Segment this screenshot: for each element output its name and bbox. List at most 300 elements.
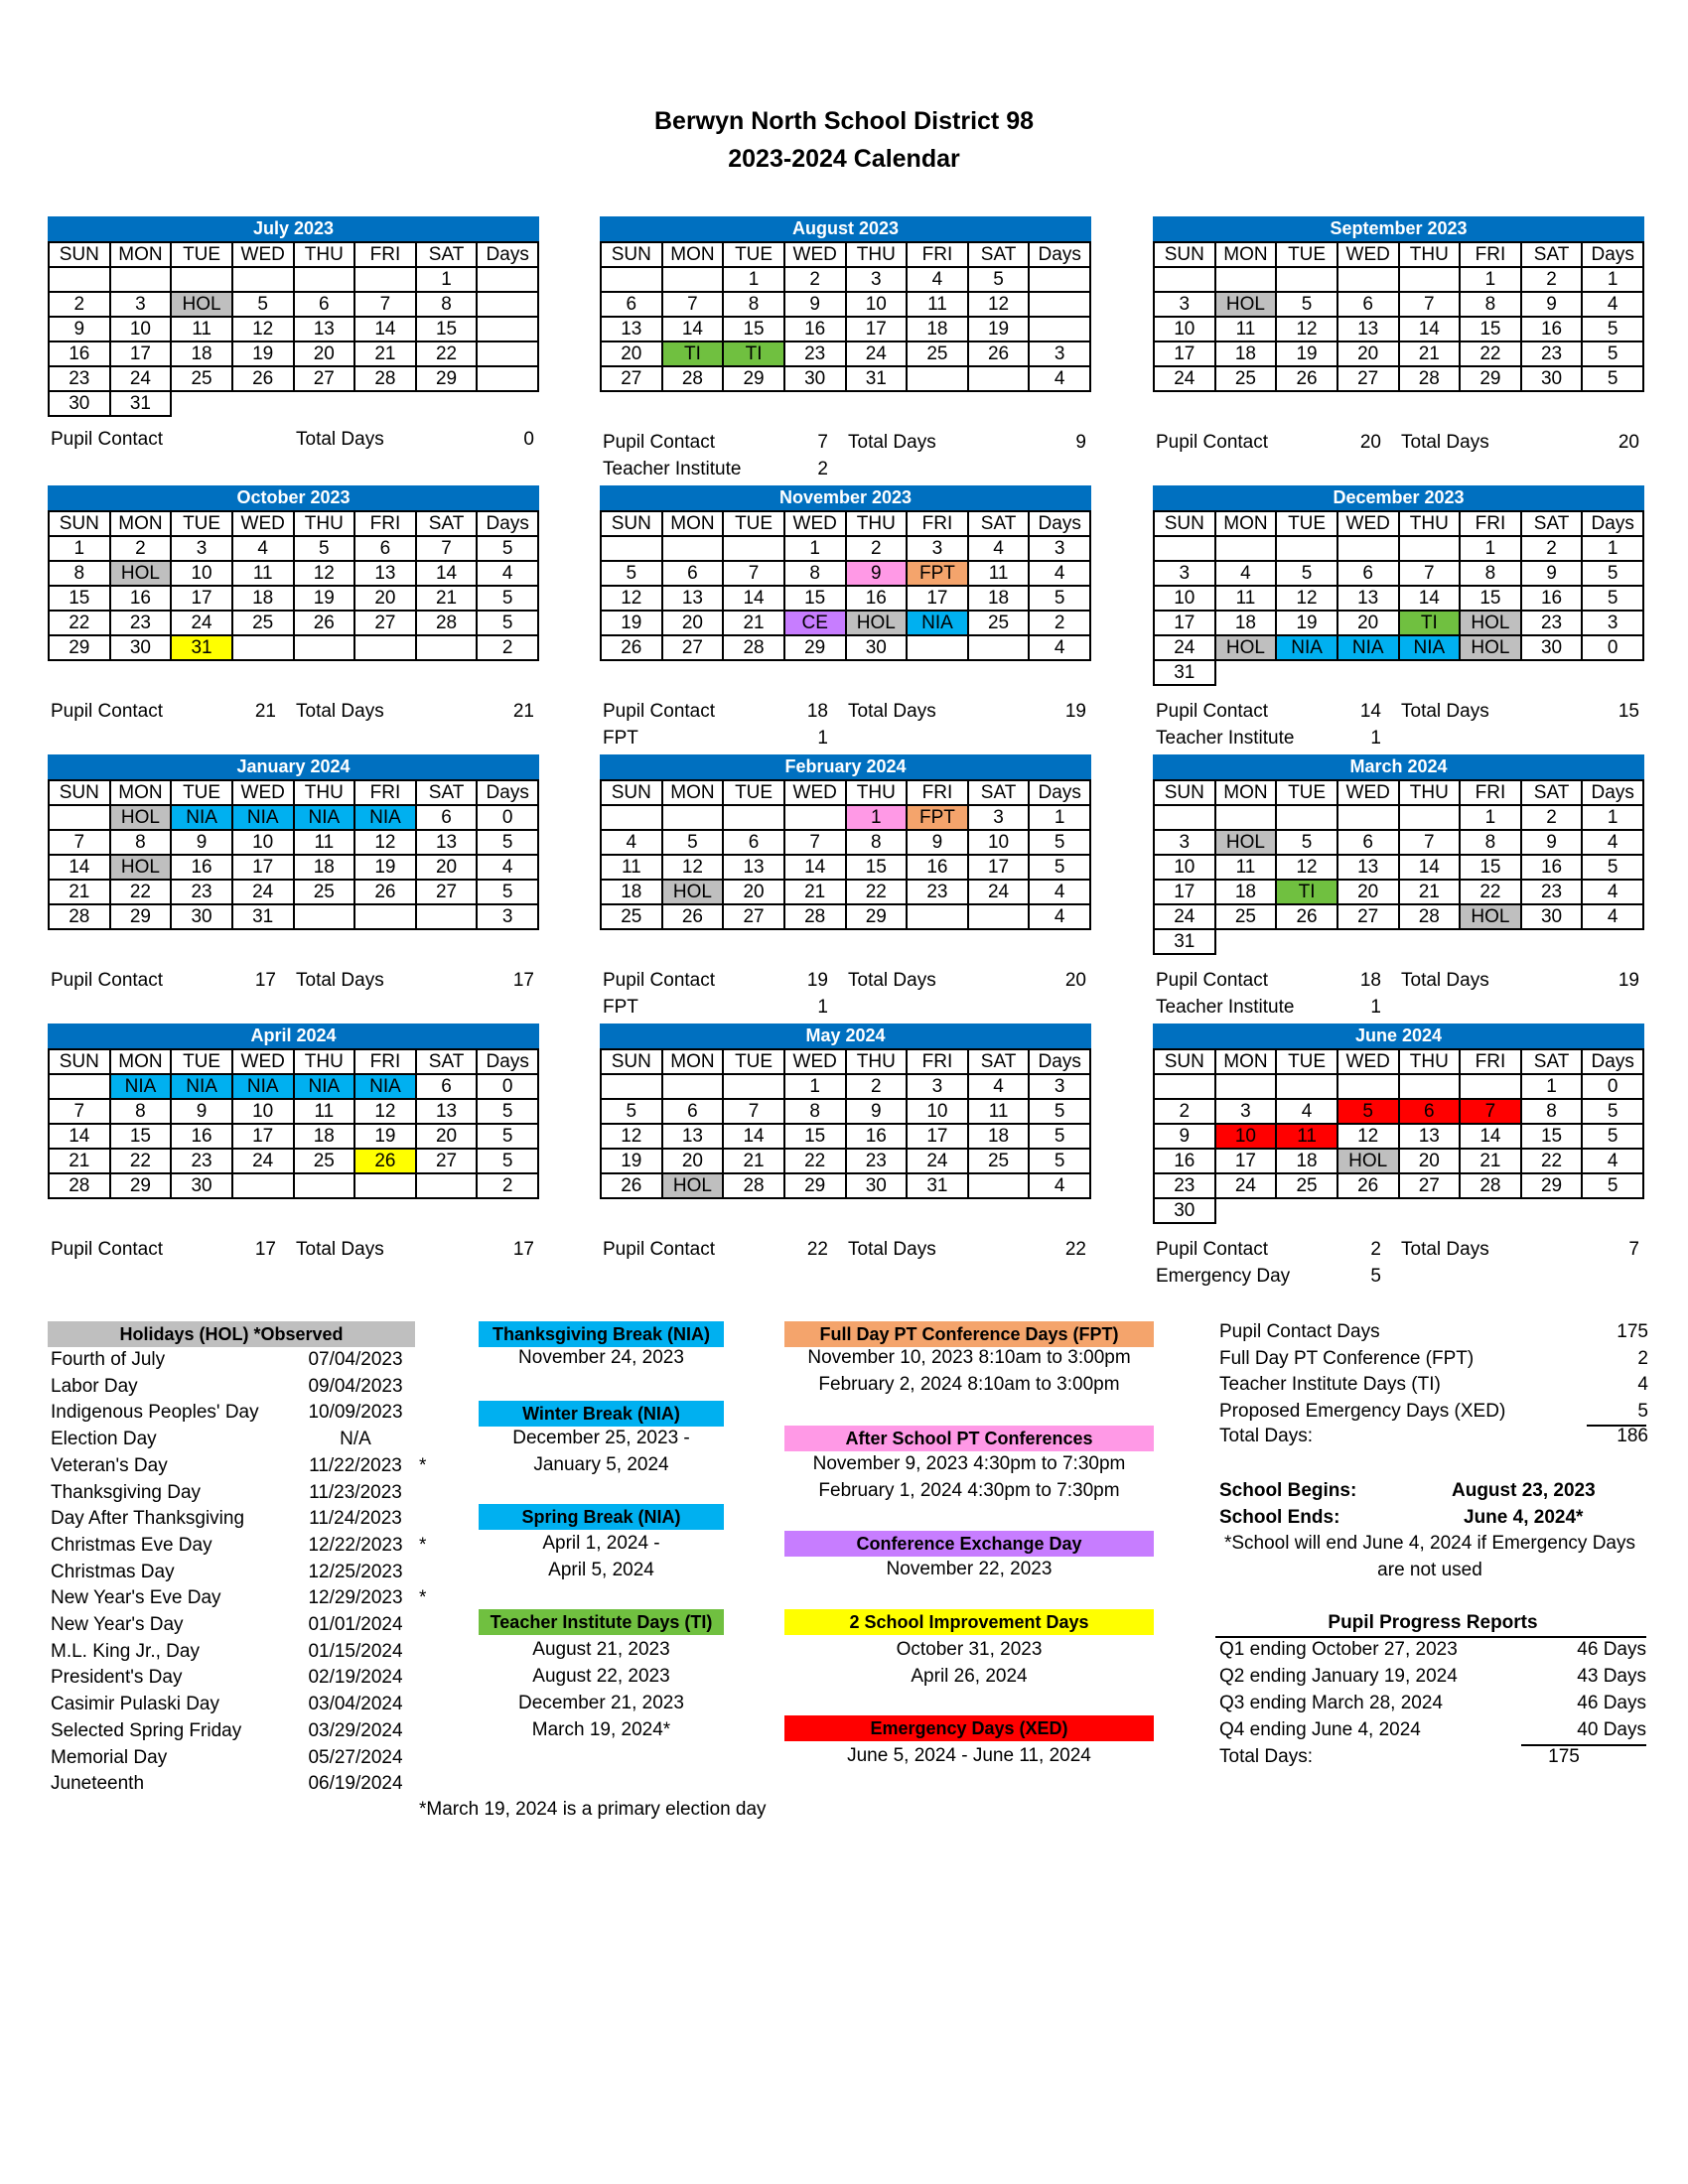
day-cell — [1276, 1074, 1337, 1099]
month-header: August 2023 — [600, 216, 1091, 241]
day-cell: 28 — [1399, 366, 1461, 391]
totals-label: Pupil Contact Days — [1219, 1321, 1380, 1342]
day-cell: 2 — [846, 1074, 908, 1099]
weekday-header: THU — [846, 242, 908, 267]
weekday-header: THU — [294, 242, 355, 267]
day-cell: 21 — [723, 1149, 784, 1173]
day-cell: 26 — [1276, 366, 1337, 391]
day-cell: 10 — [1154, 855, 1215, 880]
week-row — [1154, 1074, 1643, 1099]
after-school-pt-header: After School PT Conferences — [784, 1426, 1154, 1451]
holiday-date: 05/27/2024 — [308, 1746, 403, 1768]
week-days-count: 0 — [477, 1074, 538, 1099]
day-cell: 13 — [1337, 586, 1399, 611]
progress-label: Q1 ending October 27, 2023 — [1219, 1639, 1458, 1660]
week-days-count: 4 — [1029, 635, 1090, 660]
day-cell: 9 — [171, 1099, 232, 1124]
weekday-header: THU — [294, 780, 355, 805]
day-cell: 16 — [846, 586, 908, 611]
weekday-header-row — [601, 511, 1090, 536]
week-row — [49, 1124, 538, 1149]
week-row — [1154, 830, 1643, 855]
day-cell: 20 — [1399, 1149, 1461, 1173]
empty-cell — [1582, 929, 1643, 954]
day-cell: 19 — [601, 1149, 662, 1173]
weekday-header: TUE — [723, 242, 784, 267]
total-days-label: Total Days — [1401, 1239, 1489, 1260]
week-row — [601, 561, 1090, 586]
pupil-contact-days: 17 — [254, 970, 276, 991]
day-cell — [354, 1173, 416, 1198]
total-days-label: Total Days — [1401, 701, 1489, 722]
holiday-name: Thanksgiving Day — [51, 1481, 202, 1503]
day-cell: 2 — [784, 267, 846, 292]
holiday-name: Memorial Day — [51, 1746, 168, 1768]
day-cell: 22 — [846, 880, 908, 904]
weekday-header: SUN — [601, 780, 662, 805]
day-cell: TI — [662, 341, 724, 366]
weekday-header-row — [1154, 242, 1643, 267]
day-cell: 8 — [723, 292, 784, 317]
week-row — [1154, 561, 1643, 586]
school-improvement-date: October 31, 2023 — [896, 1639, 1043, 1660]
week-row — [601, 805, 1090, 830]
conference-exchange-date: November 22, 2023 — [886, 1559, 1053, 1579]
after-school-pt-date: November 9, 2023 4:30pm to 7:30pm — [812, 1453, 1126, 1474]
total-days-label: Total Days — [848, 970, 936, 991]
weekday-header: WED — [784, 1049, 846, 1074]
day-cell: 19 — [1276, 611, 1337, 635]
total-days-label: Total Days — [848, 432, 936, 453]
day-cell — [1276, 536, 1337, 561]
summary-label: Teacher Institute — [603, 459, 742, 479]
weekday-header: THU — [1399, 511, 1461, 536]
day-cell — [1460, 1074, 1521, 1099]
day-cell — [1337, 536, 1399, 561]
weekday-header: TUE — [171, 511, 232, 536]
week-days-count: 5 — [477, 1149, 538, 1173]
holiday-date: 12/25/2023 — [308, 1561, 403, 1582]
week-row — [1154, 929, 1643, 954]
weekday-header: TUE — [171, 780, 232, 805]
day-cell: 1 — [1521, 1074, 1583, 1099]
weekday-header: THU — [846, 780, 908, 805]
week-days-count: 4 — [1029, 366, 1090, 391]
weekday-header: TUE — [171, 1049, 232, 1074]
weekday-header: SAT — [416, 242, 478, 267]
day-cell: 25 — [968, 1149, 1030, 1173]
pupil-contact-days: 7 — [817, 432, 828, 453]
day-cell: 23 — [1521, 341, 1583, 366]
week-days-count: 1 — [1582, 805, 1643, 830]
week-row — [49, 855, 538, 880]
holiday-date: 02/19/2024 — [308, 1667, 403, 1689]
day-cell: 29 — [784, 635, 846, 660]
day-cell — [354, 635, 416, 660]
summary-label: Pupil Contact — [51, 429, 164, 450]
empty-cell — [1276, 660, 1337, 685]
month-calendar — [48, 216, 539, 417]
holiday-name: Christmas Eve Day — [51, 1534, 212, 1556]
day-cell: 9 — [1154, 1124, 1215, 1149]
summary-label: Pupil Contact — [51, 970, 164, 991]
day-cell: 3 — [1154, 830, 1215, 855]
day-cell — [1215, 805, 1277, 830]
pupil-contact-days: 19 — [806, 970, 828, 991]
weekday-header: SUN — [49, 1049, 110, 1074]
day-cell: 30 — [49, 391, 110, 416]
day-cell: 20 — [416, 855, 478, 880]
day-cell: 18 — [601, 880, 662, 904]
after-school-pt-date: February 1, 2024 4:30pm to 7:30pm — [818, 1480, 1120, 1501]
day-cell — [294, 904, 355, 929]
week-row — [49, 536, 538, 561]
day-cell: 7 — [723, 561, 784, 586]
pupil-contact-days: 5 — [1370, 1266, 1381, 1287]
week-row — [601, 267, 1090, 292]
day-cell: 15 — [784, 1124, 846, 1149]
day-cell: 13 — [1337, 855, 1399, 880]
week-row — [601, 586, 1090, 611]
week-row — [1154, 1124, 1643, 1149]
day-cell: HOL — [1337, 1149, 1399, 1173]
day-cell: 12 — [601, 586, 662, 611]
weekday-header: SAT — [968, 511, 1030, 536]
day-cell: 5 — [1337, 1099, 1399, 1124]
day-cell: 17 — [907, 586, 968, 611]
progress-label: Total Days: — [1219, 1746, 1313, 1767]
weekday-header: MON — [1215, 511, 1277, 536]
day-cell: 2 — [1521, 267, 1583, 292]
day-cell: 1 — [416, 267, 478, 292]
day-cell: 15 — [1460, 586, 1521, 611]
empty-cell — [477, 391, 538, 416]
weekday-header: SUN — [1154, 1049, 1215, 1074]
day-cell: 24 — [907, 1149, 968, 1173]
weekday-header-row — [1154, 1049, 1643, 1074]
day-cell: 31 — [846, 366, 908, 391]
day-cell: 30 — [1521, 366, 1583, 391]
weekday-header: Days — [1582, 242, 1643, 267]
day-cell: 7 — [784, 830, 846, 855]
day-cell: 28 — [49, 904, 110, 929]
day-cell: 30 — [110, 635, 172, 660]
week-days-count: 5 — [1582, 1173, 1643, 1198]
holiday-date: N/A — [340, 1429, 371, 1450]
day-cell: 25 — [232, 611, 294, 635]
day-cell: 26 — [968, 341, 1030, 366]
day-cell: HOL — [1215, 635, 1277, 660]
week-row — [601, 341, 1090, 366]
month-summary-line — [600, 430, 1086, 456]
day-cell: 31 — [1154, 660, 1215, 685]
weekday-header: SUN — [601, 511, 662, 536]
day-cell: 10 — [968, 830, 1030, 855]
day-cell: 9 — [1521, 292, 1583, 317]
month-table — [600, 1048, 1091, 1199]
day-cell: 17 — [1154, 611, 1215, 635]
day-cell: HOL — [110, 561, 172, 586]
day-cell: 7 — [662, 292, 724, 317]
weekday-header: SUN — [49, 511, 110, 536]
day-cell: 15 — [1460, 855, 1521, 880]
day-cell: 31 — [171, 635, 232, 660]
day-cell — [1215, 267, 1277, 292]
day-cell: 27 — [294, 366, 355, 391]
week-row — [49, 805, 538, 830]
day-cell — [49, 267, 110, 292]
day-cell: 13 — [662, 1124, 724, 1149]
day-cell: 5 — [1276, 830, 1337, 855]
holiday-date: 01/01/2024 — [308, 1614, 403, 1635]
week-row — [1154, 1198, 1643, 1223]
day-cell: 12 — [601, 1124, 662, 1149]
day-cell: 21 — [354, 341, 416, 366]
week-row — [1154, 1173, 1643, 1198]
day-cell: 21 — [1399, 880, 1461, 904]
holiday-date: 10/09/2023 — [308, 1402, 403, 1424]
week-days-count: 5 — [1029, 830, 1090, 855]
day-cell: 6 — [1337, 292, 1399, 317]
week-row — [49, 586, 538, 611]
total-days-value: 15 — [1618, 701, 1639, 722]
summary-label: Pupil Contact — [1156, 1239, 1269, 1260]
day-cell: 24 — [1154, 904, 1215, 929]
week-row — [1154, 805, 1643, 830]
teacher-institute-header: Teacher Institute Days (TI) — [479, 1609, 724, 1635]
day-cell: 31 — [907, 1173, 968, 1198]
weekday-header: MON — [1215, 1049, 1277, 1074]
day-cell: 20 — [294, 341, 355, 366]
week-row — [601, 292, 1090, 317]
day-cell: 30 — [171, 1173, 232, 1198]
holiday-date: 06/19/2024 — [308, 1773, 403, 1795]
weekday-header: MON — [662, 511, 724, 536]
day-cell: 30 — [846, 1173, 908, 1198]
day-cell: NIA — [294, 1074, 355, 1099]
day-cell: 10 — [907, 1099, 968, 1124]
day-cell: 25 — [294, 880, 355, 904]
day-cell: 14 — [1399, 855, 1461, 880]
day-cell: 29 — [110, 904, 172, 929]
day-cell: 27 — [662, 635, 724, 660]
weekday-header: Days — [1582, 511, 1643, 536]
holidays-header: Holidays (HOL) *Observed — [48, 1321, 415, 1347]
empty-cell — [1521, 660, 1583, 685]
day-cell: 21 — [416, 586, 478, 611]
day-cell: HOL — [110, 805, 172, 830]
day-cell: 16 — [1154, 1149, 1215, 1173]
winter-break-end: January 5, 2024 — [533, 1454, 669, 1475]
progress-value: 175 — [1548, 1746, 1580, 1767]
weekday-header-row — [49, 242, 538, 267]
day-cell: 9 — [846, 561, 908, 586]
week-days-count: 5 — [477, 830, 538, 855]
holiday-date: 09/04/2023 — [308, 1375, 403, 1397]
day-cell: 7 — [49, 830, 110, 855]
day-cell: 15 — [49, 586, 110, 611]
weekday-header: MON — [110, 511, 172, 536]
progress-reports-header: Pupil Progress Reports — [1328, 1612, 1538, 1633]
day-cell: 20 — [1337, 880, 1399, 904]
day-cell: 6 — [1337, 561, 1399, 586]
day-cell: 26 — [294, 611, 355, 635]
pupil-contact-days: 2 — [817, 459, 828, 479]
day-cell: 20 — [601, 341, 662, 366]
pupil-contact-days: 18 — [1359, 970, 1381, 991]
week-row — [1154, 904, 1643, 929]
day-cell — [354, 904, 416, 929]
weekday-header: MON — [1215, 242, 1277, 267]
week-row — [1154, 341, 1643, 366]
summary-label: Pupil Contact — [603, 701, 716, 722]
day-cell: 18 — [232, 586, 294, 611]
weekday-header: SAT — [1521, 242, 1583, 267]
day-cell: 2 — [49, 292, 110, 317]
weekday-header: WED — [232, 1049, 294, 1074]
day-cell: 16 — [1521, 317, 1583, 341]
week-days-count: 3 — [1582, 611, 1643, 635]
weekday-header: SUN — [1154, 511, 1215, 536]
month-header: October 2023 — [48, 485, 539, 510]
weekday-header: SUN — [49, 242, 110, 267]
day-cell: 27 — [723, 904, 784, 929]
day-cell: 8 — [1460, 830, 1521, 855]
day-cell: 8 — [784, 561, 846, 586]
day-cell: 20 — [662, 611, 724, 635]
election-footnote: *March 19, 2024 is a primary election day — [419, 1799, 767, 1820]
day-cell: 20 — [723, 880, 784, 904]
month-header: June 2024 — [1153, 1024, 1644, 1048]
school-ends-label: School Ends: — [1219, 1507, 1340, 1528]
pupil-contact-days: 1 — [817, 997, 828, 1018]
weekday-header: FRI — [354, 1049, 416, 1074]
day-cell: 10 — [232, 1099, 294, 1124]
weekday-header: FRI — [1460, 780, 1521, 805]
day-cell — [1154, 1074, 1215, 1099]
day-cell — [601, 1074, 662, 1099]
summary-label: Teacher Institute — [1156, 728, 1295, 749]
holiday-date: 03/29/2024 — [308, 1719, 403, 1741]
weekday-header: SAT — [416, 511, 478, 536]
month-header: December 2023 — [1153, 485, 1644, 510]
empty-cell — [1460, 1198, 1521, 1223]
day-cell — [232, 635, 294, 660]
week-days-count: 5 — [1029, 1124, 1090, 1149]
week-days-count: 5 — [477, 1099, 538, 1124]
weekday-header: Days — [1029, 511, 1090, 536]
day-cell — [416, 1173, 478, 1198]
day-cell: 22 — [110, 1149, 172, 1173]
month-summary-line — [600, 968, 1086, 994]
day-cell — [723, 1074, 784, 1099]
week-row — [1154, 1149, 1643, 1173]
day-cell: 14 — [1460, 1124, 1521, 1149]
day-cell — [662, 267, 724, 292]
day-cell: 7 — [354, 292, 416, 317]
total-days-label: Total Days — [848, 1239, 936, 1260]
totals-value: 186 — [1617, 1426, 1648, 1446]
weekday-header: SUN — [1154, 780, 1215, 805]
day-cell: 21 — [49, 1149, 110, 1173]
day-cell: 10 — [232, 830, 294, 855]
day-cell: 18 — [294, 1124, 355, 1149]
weekday-header: THU — [846, 1049, 908, 1074]
day-cell: 5 — [294, 536, 355, 561]
pupil-contact-days: 1 — [817, 728, 828, 749]
day-cell: 13 — [662, 586, 724, 611]
holiday-date: 12/22/2023 — [308, 1534, 403, 1556]
day-cell: 18 — [1215, 880, 1277, 904]
weekday-header: THU — [294, 1049, 355, 1074]
summary-label: Pupil Contact — [1156, 432, 1269, 453]
day-cell: 21 — [723, 611, 784, 635]
week-days-count: 3 — [1029, 1074, 1090, 1099]
day-cell: 27 — [416, 1149, 478, 1173]
day-cell: 26 — [662, 904, 724, 929]
empty-cell — [1337, 1198, 1399, 1223]
holiday-name: Fourth of July — [51, 1349, 166, 1370]
progress-value: 46 Days — [1577, 1693, 1646, 1713]
day-cell — [601, 267, 662, 292]
month-calendar — [600, 754, 1091, 930]
day-cell: 5 — [601, 561, 662, 586]
week-row — [601, 317, 1090, 341]
total-days-label: Total Days — [1401, 970, 1489, 991]
school-improvement-header: 2 School Improvement Days — [784, 1609, 1154, 1635]
day-cell: 7 — [416, 536, 478, 561]
weekday-header: SAT — [1521, 1049, 1583, 1074]
week-row — [49, 830, 538, 855]
holiday-name: President's Day — [51, 1667, 183, 1689]
week-days-count: 0 — [1582, 635, 1643, 660]
month-calendar — [48, 754, 539, 930]
spring-break-start: April 1, 2024 - — [542, 1533, 660, 1554]
day-cell: 28 — [1399, 904, 1461, 929]
day-cell: 27 — [601, 366, 662, 391]
week-days-count: 4 — [1582, 880, 1643, 904]
summary-label: Pupil Contact — [1156, 970, 1269, 991]
weekday-header: Days — [477, 780, 538, 805]
pupil-contact-days: 21 — [254, 701, 276, 722]
day-cell: 13 — [723, 855, 784, 880]
week-row — [601, 1173, 1090, 1198]
month-header: November 2023 — [600, 485, 1091, 510]
week-row — [49, 635, 538, 660]
week-days-count: 2 — [1029, 611, 1090, 635]
day-cell: 13 — [601, 317, 662, 341]
day-cell: 8 — [1460, 561, 1521, 586]
weekday-header-row — [49, 1049, 538, 1074]
summary-label: Pupil Contact — [51, 1239, 164, 1260]
day-cell: 30 — [1154, 1198, 1215, 1223]
week-days-count: 0 — [477, 805, 538, 830]
empty-cell — [1215, 1198, 1277, 1223]
day-cell: 8 — [1460, 292, 1521, 317]
day-cell: 23 — [784, 341, 846, 366]
day-cell: CE — [784, 611, 846, 635]
weekday-header: FRI — [354, 511, 416, 536]
month-summary-line — [600, 1237, 1086, 1263]
summary-label: Pupil Contact — [603, 970, 716, 991]
day-cell — [294, 1173, 355, 1198]
day-cell: NIA — [354, 1074, 416, 1099]
day-cell: 12 — [662, 855, 724, 880]
school-begins-label: School Begins: — [1219, 1480, 1357, 1501]
day-cell: HOL — [171, 292, 232, 317]
day-cell: 1 — [49, 536, 110, 561]
total-days-value: 17 — [512, 1239, 534, 1260]
